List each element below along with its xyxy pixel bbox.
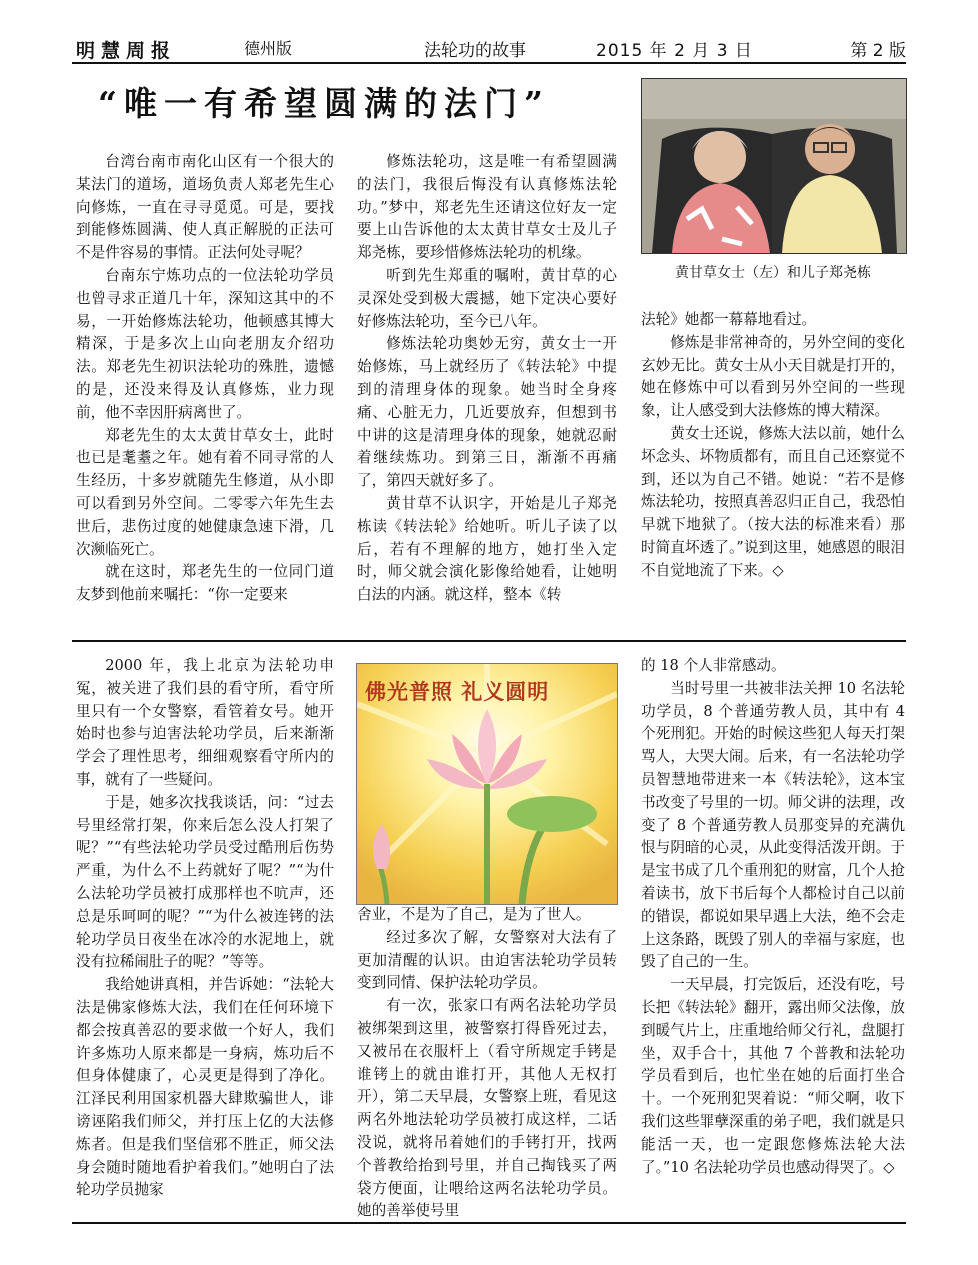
photo-illustration	[642, 79, 906, 253]
paragraph: 舍业，不是为了自己，是为了世人。	[357, 906, 591, 923]
header-rule	[72, 62, 906, 64]
image-banner-text: 佛光普照 礼义圆明	[365, 680, 550, 704]
article1-column-3	[641, 309, 905, 583]
lotus-illustration	[356, 663, 618, 905]
article-title: “唯一有希望圆满的法门”	[98, 84, 550, 123]
paragraph: 经过多次了解，女警察对大法有了更加清醒的认识。由迫害法轮功学员转变到同情、保护法轮功学员。	[357, 928, 617, 992]
section-title: 法轮功的故事	[424, 41, 526, 61]
article2-column-1	[76, 655, 334, 1202]
paragraph: 黄女士还说，修炼大法以前，她什么坏念头、坏物质都有，而且自己还察觉不到，还以为自己不错。她说：“若不是修炼法轮功，按照真善忍归正自己，我恐怕早就下地狱了。（按大法的标准来看）那时简直坏透了。”说到这里，她感恩的眼泪不自觉地流了下来。◇	[641, 424, 905, 579]
photo-caption: 黄甘草女士（左）和儿子郑尧栋	[675, 265, 871, 281]
paragraph: 2000 年，我上北京为法轮功申冤，被关进了我们县的看守所，看守所里只有一个女警察，看管着女号。她开始时也参与迫害法轮功学员，后来渐渐学会了理性思考，细细观察看守所内的事，就有了一些疑问。	[76, 657, 334, 788]
paragraph: 修炼法轮功奥妙无穷，黄女士一开始修炼，马上就经历了《转法轮》中提到的清理身体的现象。她当时全身疼痛、心脏无力，几近要放弃，但想到书中讲的这是清理身体的现象，她就忍耐着继续炼功。到第三日，渐渐不再痛了，第四天就好多了。	[357, 335, 617, 490]
portrait-photo	[641, 78, 907, 254]
edition-label: 德州版	[244, 39, 293, 58]
article1-column-1	[76, 151, 334, 607]
page-number: 第 2 版	[850, 41, 906, 61]
article1-column-2	[357, 151, 617, 607]
masthead	[76, 36, 906, 60]
paragraph: 有一次，张家口有两名法轮功学员被绑架到这里，被警察打得昏死过去，又被吊在衣服杆上（看守所规定手铐是谁铐上的就由谁打开，其他人无权打开），第二天早晨，女警察上班，看见这两名外地法轮功学员被打成这样，二话没说，就将吊着她们的手铐打开，找两个普教给抬到号里，并自己掏钱买了两袋方便面，让喂给这两名法轮功学员。她的善举使号里	[357, 997, 617, 1220]
paragraph: 台湾台南市南化山区有一个很大的某法门的道场，道场负责人郑老先生心向修炼，一直在寻寻觅觅。可是，要找到能修炼圆满、使人真正解脱的正法可不是件容易的事情。正法何处寻呢？	[76, 153, 334, 262]
paragraph: 修炼是非常神奇的，另外空间的变化玄妙无比。黄女士从小天目就是打开的，她在修炼中可以看到另外空间的一些现象，让人感受到大法修炼的博大精深。	[641, 333, 905, 420]
footer-rule	[72, 1222, 906, 1224]
paragraph: 当时号里一共被非法关押 10 名法轮功学员，8 个普通劳教人员，其中有 4 个死刑犯。开始的时候这些犯人每天打架骂人，大哭大闹。后来，有一名法轮功学员智慧地带进来一本《转法轮》，这本宝书改变了号里的一切。师父讲的法理，改变了 8 个普通劳教人员那变异的充满仇恨与阴暗的心灵，从此变得活泼开朗。于是宝书成了几个重刑犯的财富，几个人抢着读书，放下书后每个人都检讨自己以前的错误，都说如果早遇上大法，绝不会走上这条路，既毁了别人的幸福与家庭，也毁了自己的一生。	[641, 679, 905, 971]
paragraph: 我给她讲真相，并告诉她：“法轮大法是佛家修炼大法，我们在任何环境下都会按真善忍的要求做一个好人，我们许多炼功人原来都是一身病，炼功后不但身体健康了，心灵更是得到了净化。江泽民利用国家机器大肆欺骗世人，诽谤诬陷我们师父，并打压上亿的大法修炼者。但是我们坚信邪不胜正，师父法身会随时随地看护着我们。”她明白了法轮功学员抛家	[76, 976, 334, 1199]
section-divider	[72, 640, 906, 642]
article2-column-2	[357, 904, 617, 1223]
paragraph: 修炼法轮功，这是唯一有希望圆满的法门，我很后悔没有认真修炼法轮功。”梦中，郑老先生还请这位好友一定要上山告诉他的太太黄甘草女士及儿子郑尧栋，要珍惜修炼法轮功的机缘。	[357, 153, 617, 262]
paragraph: 就在这时，郑老先生的一位同门道友梦到他前来嘱托：“你一定要来	[76, 563, 334, 604]
paragraph: 法轮》她都一幕幕地看过。	[641, 311, 817, 328]
paragraph: 郑老先生的太太黄甘草女士，此时也已是耄耋之年。她有着不同寻常的人生经历，十多岁就随先生修道，从小即可以看到另外空间。二零零六年先生去世后，悲伤过度的她健康急速下滑，几次濒临死亡。	[76, 426, 334, 558]
paragraph: 一天早晨，打完饭后，还没有吃，号长把《转法轮》翻开，露出师父法像，放到暖气片上，庄重地给师父行礼，盘腿打坐，双手合十，其他 7 个普教和法轮功学员看到后，也忙坐在她的后面打坐合十。一个死刑犯哭着说：“师父啊，收下我们这些罪孽深重的弟子吧，我们就是只能活一天，也一定跟您修炼法轮大法了。”10 名法轮功学员也感动得哭了。◇	[641, 976, 905, 1176]
paragraph: 于是，她多次找我谈话，问：“过去号里经常打架，你来后怎么没人打架了呢？”“有些法轮功学员受过酷刑后伤势严重，为什么不上药就好了呢？”“为什么法轮功学员被打成那样也不吭声，还总是乐呵呵的呢？”“为什么被连铐的法轮功学员日夜坐在冰冷的水泥地上，就没有拉稀闹肚子的呢？”等等。	[76, 793, 334, 971]
article2-column-3	[641, 655, 905, 1179]
issue-date: 2015 年 2 月 3 日	[596, 41, 753, 61]
paragraph: 听到先生郑重的嘱咐，黄甘草的心灵深处受到极大震撼，她下定决心要好好修炼法轮功，至今已八年。	[357, 266, 617, 330]
newspaper-name: 明慧周报	[76, 40, 177, 62]
paragraph: 台南东宁炼功点的一位法轮功学员也曾寻求正道几十年，深知这其中的不易，一开始修炼法轮功，他顿感其博大精深，于是多次上山向老朋友介绍功法。郑老先生初识法轮功的殊胜，遗憾的是，还没来得及认真修炼，业力现前，他不幸因肝病离世了。	[76, 266, 334, 421]
paragraph: 的 18 个人非常感动。	[641, 657, 786, 674]
paragraph: 黄甘草不认识字，开始是儿子郑尧栋读《转法轮》给她听。听儿子读了以后，若有不理解的地方，她打坐入定时，师父就会演化影像给她看，让她明白法的内涵。就这样，整本《转	[357, 494, 617, 604]
